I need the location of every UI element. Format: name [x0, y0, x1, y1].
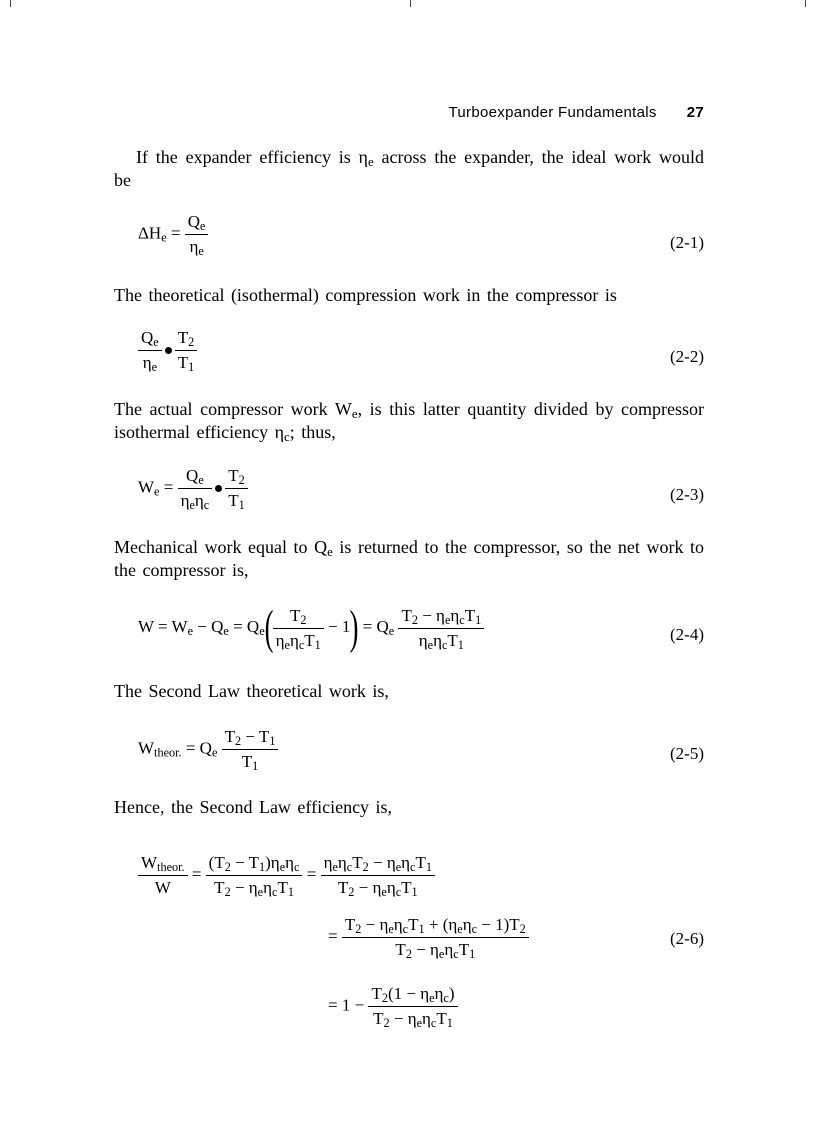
paragraph-1	[114, 146, 704, 192]
equation-2-4: $W = W_e - Q_e = Q_e$( $\frac{T_2}{\eta_e\eta_cT_1}$ − $1) = Q_e$ $\frac{T_2 - \eta_e\eta_cT_1}{\eta_e\eta_cT_1}$	[138, 604, 484, 652]
crop-mark-right	[805, 0, 806, 7]
paragraph-4	[114, 536, 704, 582]
running-title: Turboexpander Fundamentals	[448, 104, 657, 121]
equation-label-2-2: (2-2)	[670, 347, 704, 366]
equation-2-5: $W_{theor.} = Q_e$ $\frac{T_2 - T_1}{T_1}$	[138, 727, 278, 772]
paragraph-2	[114, 284, 704, 307]
equation-2-1: $\Delta H_e$ = $\frac{Q_e}{\eta_e}$	[138, 212, 208, 257]
equation-2-6-line-2: = $\frac{T_2 - \eta_e\eta_cT_1 + (\eta_e\eta_c - 1)T_2}{T_2 - \eta_e\eta_cT_1}$	[328, 915, 529, 960]
equation-label-2-4: (2-4)	[670, 625, 704, 644]
equation-label-2-1: (2-1)	[670, 233, 704, 252]
paragraph-5	[114, 680, 704, 703]
equation-2-2: $\frac{Q_e}{\eta_e}$ $\frac{T_2}{T_1}$	[138, 328, 197, 373]
paragraph-2-text: The theoretical (isothermal) compression work in the compressor is	[114, 285, 617, 305]
equation-label-2-3: (2-3)	[670, 485, 704, 504]
paragraph-3	[114, 398, 704, 444]
page-number: 27	[686, 104, 704, 121]
equation-label-2-5: (2-5)	[670, 744, 704, 763]
equation-2-3: $W_e$ = $\frac{Q_e}{\eta_e\eta_c}$ $\frac{T_2}{T_1}$	[138, 466, 248, 511]
paragraph-1-text: If the expander efficiency is $\eta_e$ across the expander, the ideal work would be	[114, 147, 704, 190]
paragraph-6-text: Hence, the Second Law efficiency is,	[114, 797, 393, 817]
paragraph-6	[114, 796, 704, 819]
crop-mark-center	[410, 0, 411, 7]
crop-mark-left	[10, 0, 11, 7]
paragraph-4-text: Mechanical work equal to $Q_e$ is returned to the compressor, so the net work to the compressor is,	[114, 537, 704, 580]
equation-label-2-6: (2-6)	[670, 929, 704, 948]
equation-2-6-line-3: = 1 − $\frac{T_2(1 - \eta_e\eta_c)}{T_2 - \eta_e\eta_cT_1}$	[328, 984, 458, 1029]
paragraph-3-text: The actual compressor work $W_e$, is this latter quantity divided by compressor isothermal efficiency $\eta_c$; thus,	[114, 399, 705, 445]
equation-2-6-line-1: $\frac{W_{theor.}}{W}$ = $\frac{(T_2 - T_1)\eta_e\eta_c}{T_2 - \eta_e\eta_cT_1}$ = $\frac{\eta_e\eta_cT_2 - \eta_e\eta_cT_1}{T_2 - \eta_e\eta_cT_1}$	[138, 853, 435, 898]
paragraph-5-text: The Second Law theoretical work is,	[114, 681, 389, 701]
running-header	[449, 104, 705, 121]
